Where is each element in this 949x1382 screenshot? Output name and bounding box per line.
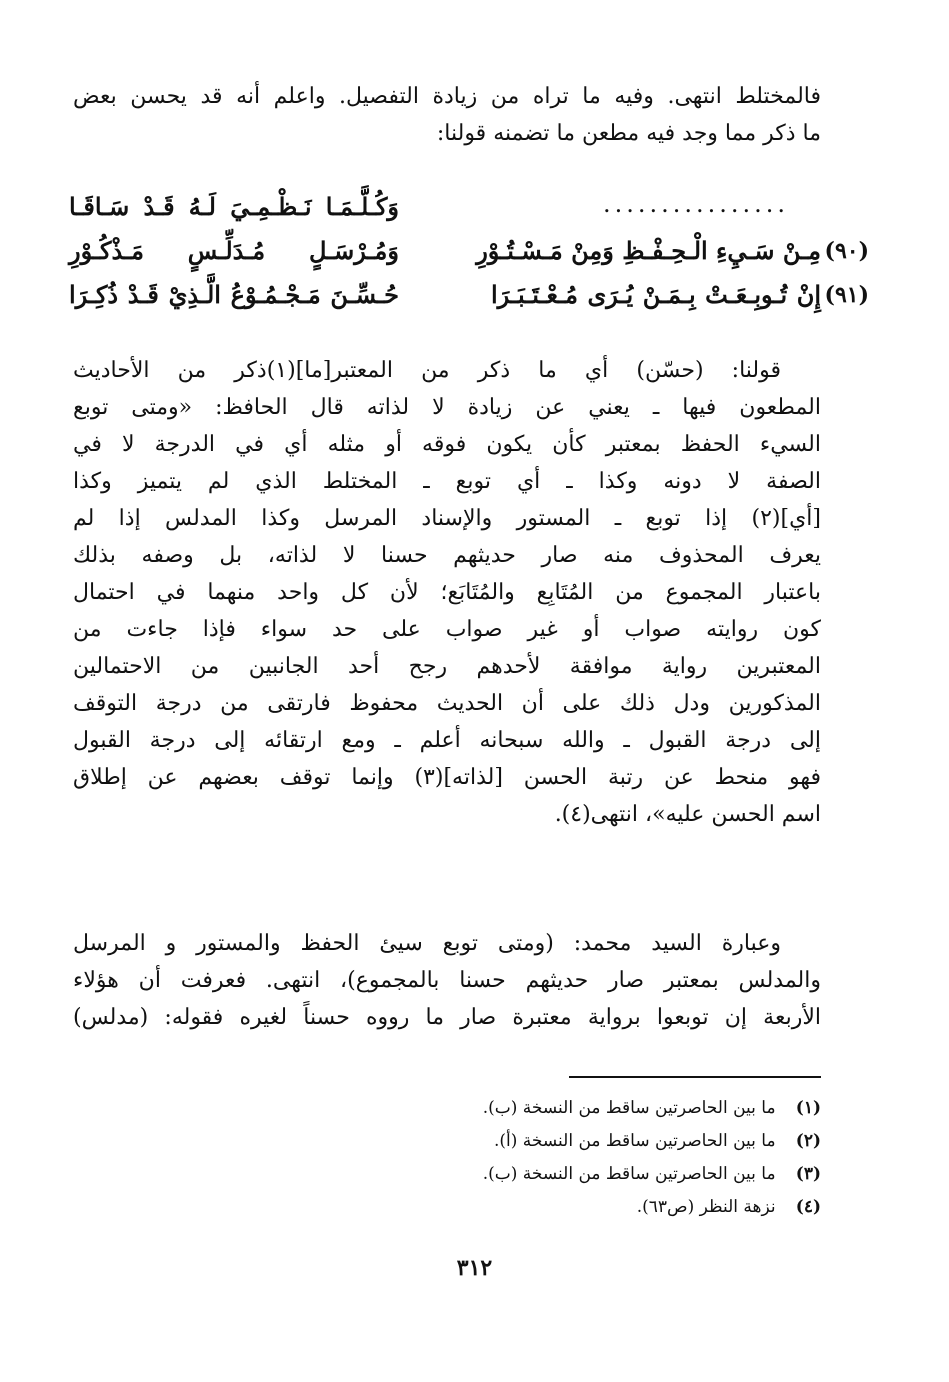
verse-block	[69, 190, 869, 322]
footnote	[221, 1125, 821, 1158]
commentary-line: إلى درجة القبول ـ والله سبحانه أعلم ـ ومع ارتقائه إلى درجة القبول	[73, 728, 821, 753]
footnote	[221, 1191, 821, 1224]
footnote-text: ما بين الحاصرتين ساقط من النسخة (ب).	[482, 1098, 776, 1118]
closing-paragraph	[73, 925, 821, 1036]
footnote-number: (٢)	[795, 1131, 821, 1151]
footnote-number: (٣)	[795, 1164, 821, 1184]
commentary-line: يعرف المحذوف منه صار حديثهم حسنا لا لذاته، بل وصفه بذلك	[73, 543, 821, 568]
intro-paragraph	[73, 78, 821, 152]
footnote-text: ما بين الحاصرتين ساقط من النسخة (أ).	[493, 1131, 776, 1151]
commentary-line: المعتبرين رواية موافقة لأحدهم رجح أحد الجانبين من الاحتمالين	[73, 654, 821, 679]
commentary-line: المطعون فيها ـ يعني عن زيادة لا لذاته قال الحافظ: «ومتى توبع	[73, 395, 821, 420]
commentary-line: الصفة لا دونه وكذا ـ أي توبع ـ المختلط الذي لم يتميز وكذا	[73, 469, 821, 494]
verse-row	[69, 234, 869, 278]
intro-line: ما ذكر مما وجد فيه مطعن ما تضمنه قولنا:	[436, 121, 821, 146]
commentary-line: [أي](٢) إذا توبع ـ المستور والإسناد المرسل وكذا المدلس إذا لم	[73, 506, 821, 531]
verse-first-hemistich: مِـنْ سَـيِءِ الْـحِـفْـظِ وَمِنْ مَـسْـتُـوْرِ	[476, 236, 821, 265]
verse-second-hemistich: حُـسِّـنَ مَـجْـمُـوْعُ الَّـذِيْ قَـدْ ذُكِـرَا	[69, 280, 399, 309]
footnote	[221, 1092, 821, 1125]
verse-second-hemistich: وَمُـرْسَـلٍ مُـدَلِّـسٍ مَـذْكُـوْرِ	[69, 236, 399, 265]
commentary-line: قولنا: (حسّن) أي ما ذكر من المعتبر[ما](١)ذكر من الأحاديث	[73, 358, 781, 383]
closing-line: الأربعة إن توبعوا برواية معتبرة صار ما رووه حسناً لغيره فقوله: (مدلس)	[73, 1005, 821, 1030]
commentary-line: كون روايته صواب أو غير صواب على حد سواء فإذا جاءت من	[73, 617, 821, 642]
commentary-line: المذكورين ودل ذلك على أن الحديث محفوظ فارتقى من درجة التوقف	[73, 691, 821, 716]
commentary-line: باعتبار المجموع من المُتَابِع والمُتَابَع؛ لأن كل واحد منهما في احتمال	[73, 580, 821, 605]
commentary-line: فهو منحط عن رتبة الحسن [لذاته](٣) وإنما توقف بعضهم عن إطلاق	[73, 765, 821, 790]
verse-row	[69, 278, 869, 322]
footnote	[221, 1158, 821, 1191]
footnote-divider	[569, 1076, 821, 1078]
closing-line: وعبارة السيد محمد: (ومتى توبع سيئ الحفظ والمستور و المرسل	[73, 931, 781, 956]
footnotes	[221, 1092, 821, 1224]
page-number: ٣١٢	[456, 1255, 493, 1281]
commentary-line: السيء الحفظ بمعتبر كأن يكون فوقه أو مثله أي في الدرجة لا في	[73, 432, 821, 457]
intro-line: فالمختلط انتهى. وفيه ما تراه من زيادة التفصيل. واعلم أنه قد يحسن بعض	[73, 84, 821, 109]
verse-first-hemistich: إِنْ تُـوبِـعَـتْ بِـمَـنْ يُـرَى مُـعْـتَـبَـرَا	[491, 280, 821, 309]
verse-row	[69, 190, 869, 234]
footnote-number: (٤)	[795, 1197, 821, 1217]
verse-second-hemistich: وَكُـلَّـمَـا نَـظْـمِـيَ لَـهُ قَـدْ سَـاقَـا	[69, 192, 399, 221]
footnote-number: (١)	[795, 1098, 821, 1118]
closing-line: والمدلس بمعتبر صار حديثهم حسنا بالمجموع)، انتهى. فعرفت أن هؤلاء	[73, 968, 821, 993]
commentary-line: اسم الحسن عليه»، انتهى(٤).	[554, 802, 821, 827]
footnote-text: ما بين الحاصرتين ساقط من النسخة (ب).	[482, 1164, 776, 1184]
footnote-text: نزهة النظر (ص٦٣).	[636, 1197, 776, 1217]
verse-number: (٩٠)	[824, 238, 869, 264]
verse-number: (٩١)	[824, 282, 869, 308]
commentary-paragraph	[73, 352, 821, 833]
ellipsis-hemistich: ................	[602, 190, 789, 218]
